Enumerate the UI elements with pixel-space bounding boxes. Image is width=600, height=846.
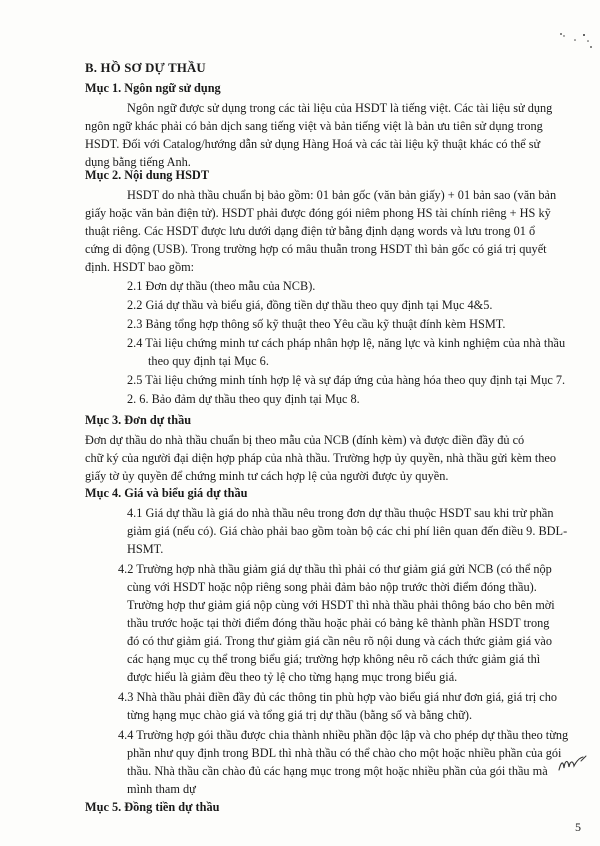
muc4-line: 4.2 Trường hợp nhà thầu giảm giá dự thầu thì phải có thư giảm giá gửi NCB (có thể nộp [118, 562, 552, 576]
muc4-line: 4.3 Nhà thầu phải điền đầy đủ các thông tin phù hợp vào biểu giá như đơn giá, giá trị cho [118, 690, 558, 704]
muc4-line: 4.1 Giá dự thầu là giá do nhà thầu nêu trong đơn dự thầu thuộc HSDT sau khi trừ phần [127, 506, 554, 520]
muc1-line: ngôn ngữ khác phải có bản dịch sang tiếng việt và bản tiếng việt là bản ưu tiên sử dụng trong [85, 119, 543, 133]
muc2-item: 2.4 Tài liệu chứng minh tư cách pháp nhân hợp lệ, năng lực và kinh nghiệm của nhà thầu [127, 336, 566, 350]
muc2-line: cứng di động (USB). Trong trường hợp có mâu thuẫn trong HSDT thì bản gốc có giá trị quyết [85, 242, 547, 256]
muc4-line: cùng với HSDT hoặc nộp riêng song phải đảm bảo nộp trước thời điểm đóng thầu). [127, 580, 537, 594]
muc4-line: mình tham dự [127, 782, 196, 796]
muc2-item: 2.2 Giá dự thầu và biểu giá, đồng tiền dự thầu theo quy định tại Mục 4&5. [127, 298, 493, 312]
page-number: 5 [575, 820, 581, 834]
muc2-item: 2. 6. Bảo đảm dự thầu theo quy định tại Mục 8. [127, 392, 360, 406]
muc1-line: HSDT. Đối với Catalog/hướng dẫn sử dụng Hàng Hoá và các tài liệu kỹ thuật khác có thể sử [85, 137, 541, 151]
muc4-line: được hiểu là giảm đều theo tỷ lệ cho từng hạng mục trong biểu giá. [127, 670, 458, 684]
muc3-line: chữ ký của người đại diện hợp pháp của nhà thầu. Trường hợp ủy quyền, nhà thầu gửi kèm theo [85, 451, 557, 465]
muc4-line: Trường hợp thư giảm giá nộp cùng với HSDT thì nhà thầu phải thông báo cho bên mời [127, 598, 555, 612]
muc3-title: Mục 3. Đơn dự thầu [85, 413, 192, 427]
muc2-line: giấy hoặc văn bản điện tử). HSDT phải được đóng gói niêm phong HS tài chính riêng + HS kỹ [85, 206, 551, 220]
muc4-line: đó có thư giảm giá. Trong thư giảm giá cần nêu rõ nội dung và cách thức giảm giá vào [127, 634, 553, 648]
muc1-title: Mục 1. Ngôn ngữ sử dụng [85, 81, 221, 95]
muc2-line: định. HSDT bao gồm: [85, 260, 195, 274]
muc2-title: Mục 2. Nội dung HSDT [85, 168, 210, 182]
muc4-line: từng hạng mục chào giá và tổng giá trị dự thầu (bằng số và bằng chữ). [127, 708, 473, 722]
muc4-line: các hạng mục cụ thể trong biểu giá; trường hợp không nêu rõ cách thức giảm giá thì [127, 652, 541, 666]
muc2-item: 2.5 Tài liệu chứng minh tính hợp lệ và sự đáp ứng của hàng hóa theo quy định tại Mục 7. [127, 373, 566, 387]
muc2-item: 2.1 Đơn dự thầu (theo mẫu của NCB). [127, 279, 316, 293]
muc1-line: dụng bằng tiếng Anh. [85, 155, 191, 169]
muc1-line: Ngôn ngữ được sử dụng trong các tài liệu của HSDT là tiếng việt. Các tài liệu sử dụng [127, 101, 553, 115]
muc4-line: 4.4 Trường hợp gói thầu được chia thành nhiều phần độc lập và cho phép dự thầu theo từng [118, 728, 569, 742]
muc5-title: Mục 5. Đồng tiền dự thầu [85, 800, 220, 814]
muc2-item: theo quy định tại Mục 6. [148, 354, 269, 368]
scan-specks [555, 22, 595, 52]
muc3-line: giấy tờ ủy quyền để chứng minh tư cách hợp lệ của người được ủy quyền. [85, 469, 449, 483]
muc4-line: HSMT. [127, 542, 164, 556]
muc4-line: thầu trước hoặc tại thời điểm đóng thầu hoặc phải có bảng kê thành phần HSDT trong [127, 616, 550, 630]
initials-signature [555, 752, 595, 774]
muc4-line: giảm giá (nếu có). Giá chào phải bao gồm toàn bộ các chi phí liên quan đến điều 9. BDL- [127, 524, 568, 538]
muc2-item: 2.3 Bảng tổng hợp thông số kỹ thuật theo Yêu cầu kỹ thuật đính kèm HSMT. [127, 317, 506, 331]
muc2-line: HSDT do nhà thầu chuẩn bị bảo gồm: 01 bản gốc (văn bản giấy) + 01 bản sao (văn bản [127, 188, 557, 202]
section-heading: B. HỒ SƠ DỰ THẦU [85, 61, 206, 75]
muc4-line: phần như quy định trong BDL thì nhà thầu có thể chào cho một hoặc nhiều phần của gói [127, 746, 562, 760]
muc3-line: Đơn dự thầu do nhà thầu chuẩn bị theo mẫu của NCB (đính kèm) và được điền đầy đủ có [85, 433, 525, 447]
muc4-line: thầu. Nhà thầu cần chào đủ các hạng mục trong một hoặc nhiều phần của gói thầu mà [127, 764, 548, 778]
muc2-line: thuật riêng. Các HSDT được lưu dưới dạng điện tử bằng định dạng words và lưu trong 01 ổ [85, 224, 536, 238]
muc4-title: Mục 4. Giá và biểu giá dự thầu [85, 486, 248, 500]
